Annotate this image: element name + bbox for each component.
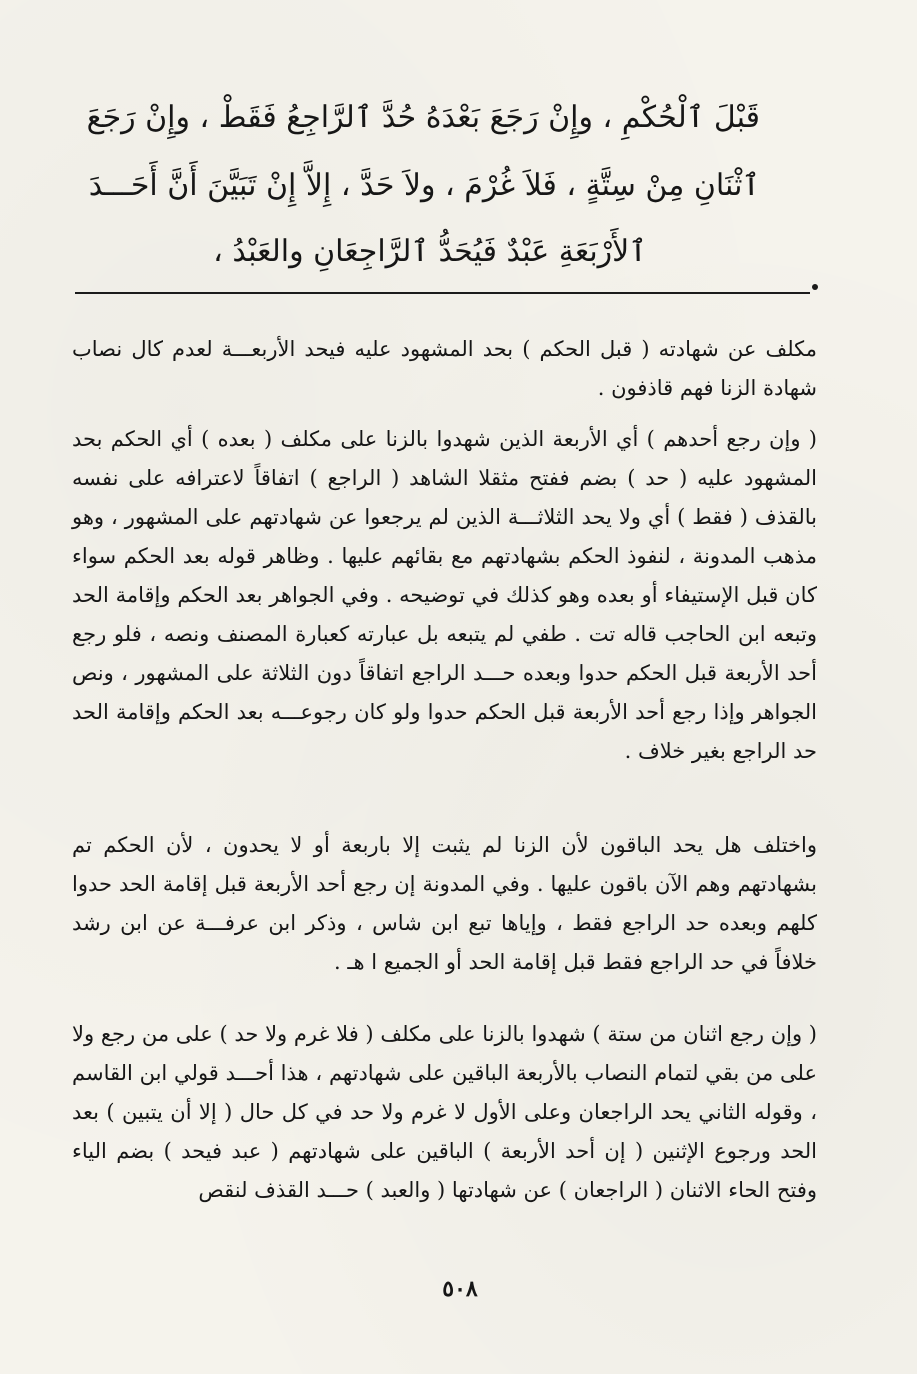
commentary-paragraph-2: ( وإن رجع أحدهم ) أي الأربعة الذين شهدوا بالزنا على مكلف ( بعده ) أي الحكم بحد المشهود عليه ( حد ) بضم ففتح مثقلا الشاهد ( الراجع ) اتفاقاً لاعترافه على نفسه بالقذف ( فقط ) أي ولا يحد الثلاثـــة الذين لم يرجعوا عن شهادتهم على المشهور ، وهو مذهب المدونة ، لنفوذ الحكم بشهادتهم مع بقائهم عليها . وظاهر قوله بعد الحكم سواء كان قبل الإستيفاء أو بعده وهو كذلك في توضيحه . وفي الجواهر بعد الحكم وإقامة الحد وتبعه ابن الحاجب قاله تت . طفي لم يتبعه بل عبارته كعبارة المصنف ونصه ، فلو رجع أحد الأربعة قبل الحكم حدوا وبعده حـــد الراجع اتفاقاً دون الثلاثة على المشهور ، ونص الجواهر وإذا رجع أحد الأربعة قبل الحكم حدوا ولو كان رجوعـــه بعد الحكم وإقامة الحد حد الراجع بغير خلاف .: [72, 427, 817, 763]
separator-rule: [75, 292, 810, 294]
matn-line-3: ٱلأَرْبَعَةِ عَبْدٌ فَيُحَدُّ ٱلرَّاجِعَانِ والعَبْدُ ،: [213, 234, 647, 269]
commentary-paragraph-3: واختلف هل يحد الباقون لأن الزنا لم يثبت إلا باربعة أو لا يحدون ، لأن الحكم تم بشهادتهم وهم الآن باقون عليها . وفي المدونة إن رجع أحد الأربعة قبل إقامة الحد حدوا كلهم وبعده حد الراجع فقط ، وإياها تبع ابن شاس ، وذكر ابن عرفـــة عن ابن رشد خلافاً في حد الراجع فقط قبل إقامة الحد أو الجميع ا هـ .: [72, 833, 817, 974]
commentary-paragraph-1: مكلف عن شهادته ( قبل الحكم ) بحد المشهود عليه فيحد الأربعـــة لعدم كال نصاب شهادة الزنا فهم قاذفون .: [72, 337, 817, 400]
matn-line-1: قَبْلَ ٱلْحُكْمِ ، وإِنْ رَجَعَ بَعْدَهُ حُدَّ ٱلرَّاجِعُ فَقَطْ ، وإِنْ رَجَعَ: [86, 100, 760, 135]
page-number: ٥٠٨: [442, 1276, 478, 1302]
matn-line-2: ٱثْنَانِ مِنْ سِتَّةٍ ، فَلاَ غُرْمَ ، ولاَ حَدَّ ، إِلاَّ إِنْ تَبَيَّنَ أَنَّ أَحَـــدَ: [88, 168, 760, 203]
commentary-paragraph-4: ( وإن رجع اثنان من ستة ) شهدوا بالزنا على مكلف ( فلا غرم ولا حد ) على من رجع ولا على من بقي لتمام النصاب بالأربعة الباقين على شهادتهم ، هذا أحـــد قولي ابن القاسم ، وقوله الثاني يحد الراجعان وعلى الأول لا غرم ولا حد في كل حال ( إلا أن يتبين ) بعد الحد ورجوع الإثنين ( إن أحد الأربعة ) الباقين على شهادتهم ( عبد فيحد ) بضم الياء وفتح الحاء الاثنان ( الراجعان ) عن شهادتها ( والعبد ) حـــد القذف لنقص: [72, 1022, 817, 1202]
separator-dot: [812, 284, 818, 290]
